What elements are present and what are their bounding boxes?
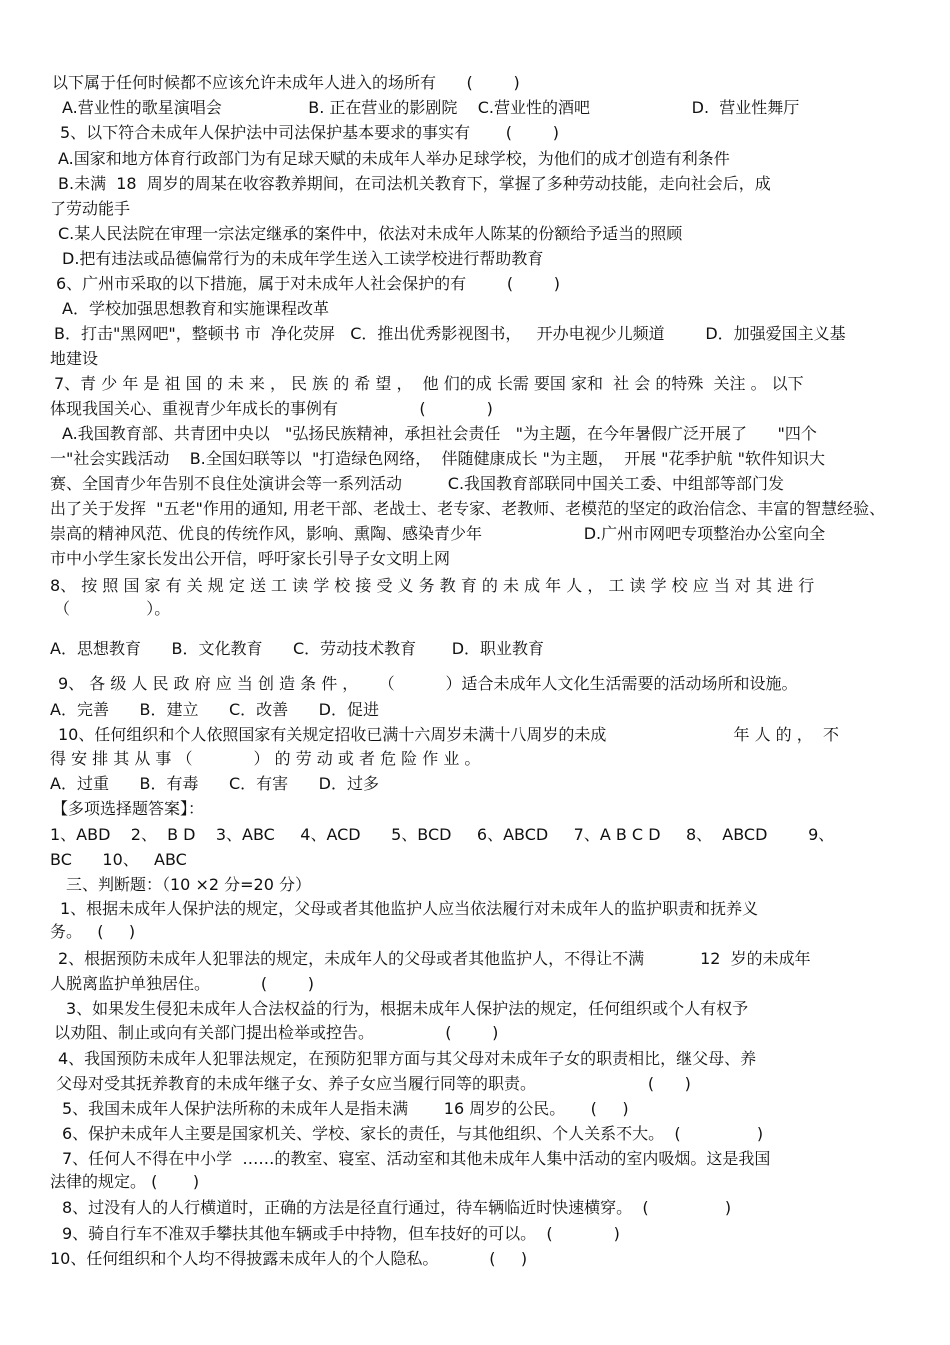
question-7-stem: 7、青 少 年 是 祖 国 的 未 来 ， 民 族 的 希 望 ， 他 们的成 长需 要国 家和 社 会 的特殊 关注 。 以下 (54, 374, 804, 393)
question-7-option-a: A.我国教育部、共青团中央以 "弘扬民族精神，承担社会责任 "为主题，在今年暑假广泛开展了 "四个 (62, 424, 817, 443)
question-7-stem-cont: 体现我国关心、重视青少年成长的事例有 ( ) (50, 399, 493, 418)
question-5-option-c: C.某人民法院在审理一宗法定继承的案件中，依法对未成年人陈某的份额给予适当的照顾 (58, 224, 683, 243)
answers-title: 【多项选择题答案】： (52, 799, 205, 818)
question-8-blank: （ ）。 (54, 599, 171, 618)
question-4-stem: 以下属于任何时候都不应该允许未成年人进入的场所有 ( ) (52, 73, 520, 92)
question-10-stem: 10、任何组织和个人依照国家有关规定招收已满十六周岁未满十八周岁的未成 年 人 的 ， 不 (58, 725, 839, 744)
question-5-stem: 5、以下符合未成年人保护法中司法保护基本要求的事实有 ( ) (60, 123, 559, 142)
question-7-line-4: 赛、全国青少年告别不良住处演讲会等一系列活动 C.我国教育部联同中国关工委、中组部等部门发 (50, 474, 785, 493)
question-6-options-cont: 地建设 (50, 349, 99, 368)
tf-question-3-cont: 以劝阻、制止或向有关部门提出检举或控告。 ( ) (54, 1023, 499, 1042)
tf-question-4-cont: 父母对受其抚养教育的未成年继子女、养子女应当履行同等的职责。 ( ) (56, 1074, 691, 1093)
question-7-line-5: 出了关于发挥 "五老"作用的通知, 用老干部、老战士、老专家、老教师、老模范的坚定的政治信念、丰富的智慧经验、 (50, 499, 886, 518)
question-7-line-3: 一"社会实践活动 B.全国妇联等以 "打造绿色网络， 伴随健康成长 "为主题， 开展 "花季护航 "软件知识大 (50, 449, 825, 468)
question-6-option-a: A．学校加强思想教育和实施课程改革 (62, 299, 329, 318)
tf-question-1: 1、根据未成年人保护法的规定，父母或者其他监护人应当依法履行对未成年人的监护职责和抚养义 (60, 899, 759, 918)
tf-question-10: 10、任何组织和个人均不得披露未成年人的个人隐私。 ( ) (50, 1249, 528, 1268)
tf-question-5: 5、我国未成年人保护法所称的未成年人是指未满 16 周岁的公民。 ( ) (62, 1099, 629, 1118)
tf-question-1-cont: 务。 ( ) (50, 922, 136, 941)
tf-question-4: 4、我国预防未成年人犯罪法规定，在预防犯罪方面与其父母对未成年子女的职责相比，继父母、养 (58, 1049, 757, 1068)
question-5-option-d: D.把有违法或品德偏常行为的未成年学生送入工读学校进行帮助教育 (62, 249, 544, 268)
question-9-options: A．完善 B．建立 C．改善 D．促进 (50, 700, 379, 719)
question-5-option-a: A.国家和地方体育行政部门为有足球天赋的未成年人举办足球学校，为他们的成才创造有利条件 (58, 149, 730, 168)
tf-question-2-cont: 人脱离监护单独居住。 ( ) (50, 974, 315, 993)
question-8-options: A．思想教育 B．文化教育 C．劳动技术教育 D．职业教育 (50, 639, 545, 658)
question-5-option-b: B.未满 18 周岁的周某在收容教养期间，在司法机关教育下，掌握了多种劳动技能，走向社会后，成 (58, 174, 771, 193)
tf-question-7-cont: 法律的规定。 ( ) (50, 1172, 200, 1191)
answers-line-2: BC 10、 ABC (50, 850, 187, 869)
question-8-stem: 8、 按 照 国 家 有 关 规 定 送 工 读 学 校 接 受 义 务 教 育 的 未 成 年 人 ， 工 读 学 校 应 当 对 其 进 行 (50, 576, 815, 595)
question-4-options: A.营业性的歌星演唱会 B. 正在营业的影剧院 C.营业性的酒吧 D. 营业性舞厅 (62, 98, 800, 117)
question-6-options-bcd: B．打击"黑网吧"，整顿书 市 净化荧屏 C．推出优秀影视图书， 开办电视少儿频道 D．加强爱国主义基 (54, 324, 846, 343)
question-5-option-b-cont: 了劳动能手 (50, 199, 131, 218)
question-7-line-6: 崇高的精神风范、优良的传统作风，影响、熏陶、感染青少年 D.广州市网吧专项整治办公室向全 (50, 524, 826, 543)
question-9-stem: 9、 各 级 人 民 政 府 应 当 创 造 条 件 ， （ ）适合未成年人文化生活需要的活动场所和设施。 (58, 674, 798, 693)
question-10-options: A．过重 B．有毒 C．有害 D．过多 (50, 774, 379, 793)
answers-line-1: 1、ABD 2、 B D 3、ABC 4、ACD 5、BCD 6、ABCD 7、A B C D 8、 ABCD 9、 (50, 825, 835, 844)
question-6-stem: 6、广州市采取的以下措施，属于对未成年人社会保护的有 ( ) (56, 274, 561, 293)
question-10-stem-cont: 得 安 排 其 从 事 （ ） 的 劳 动 或 者 危 险 作 业 。 (50, 749, 481, 768)
question-7-line-7: 市中小学生家长发出公开信，呼吁家长引导子女文明上网 (50, 549, 451, 568)
tf-question-9: 9、骑自行车不准双手攀扶其他车辆或手中持物，但车技好的可以。 ( ) (62, 1224, 620, 1243)
true-false-section-title: 三、判断题：（10 ×2 分=20 分） (66, 875, 311, 894)
tf-question-8: 8、过没有人的人行横道时，正确的方法是径直行通过，待车辆临近时快速横穿。 ( ) (62, 1198, 732, 1217)
tf-question-6: 6、保护未成年人主要是国家机关、学校、家长的责任，与其他组织、个人关系不大。 ( ) (62, 1124, 764, 1143)
tf-question-3: 3、如果发生侵犯未成年人合法权益的行为，根据未成年人保护法的规定，任何组织或个人有权予 (66, 999, 749, 1018)
tf-question-2: 2、根据预防未成年人犯罪法的规定，未成年人的父母或者其他监护人，不得让不满 12 岁的未成年 (58, 949, 811, 968)
tf-question-7: 7、任何人不得在中小学 ……的教室、寝室、活动室和其他未成年人集中活动的室内吸烟。这是我国 (62, 1149, 771, 1168)
